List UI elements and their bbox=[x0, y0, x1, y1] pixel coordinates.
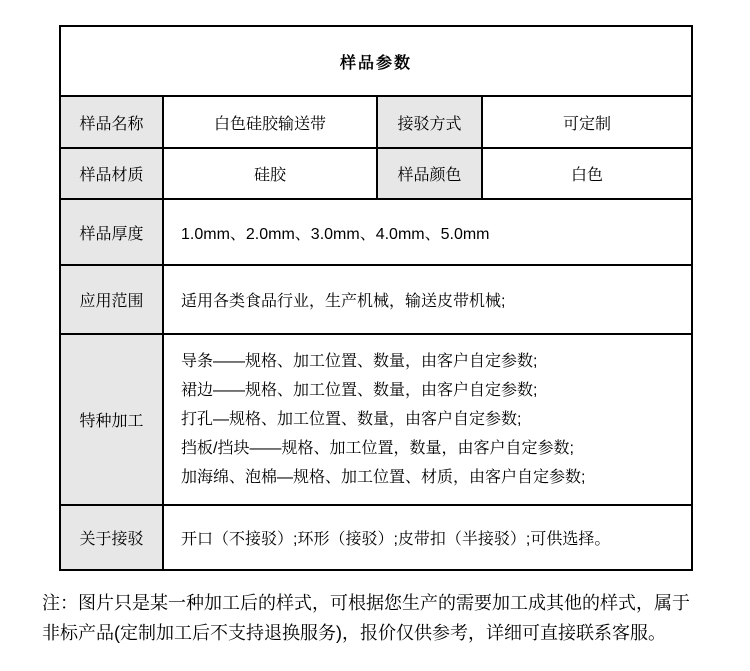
title-row bbox=[60, 26, 692, 96]
special-processing-line: 裙边——规格、加工位置、数量，由客户自定参数; bbox=[181, 382, 538, 399]
value-sample-material: 硅胶 bbox=[163, 148, 377, 199]
table-row bbox=[60, 265, 692, 334]
special-processing-line: 加海绵、泡棉—规格、加工位置、材质，由客户自定参数; bbox=[181, 469, 586, 486]
value-application-scope: 适用各类食品行业，生产机械，输送皮带机械; bbox=[163, 265, 692, 334]
table-row bbox=[60, 96, 692, 148]
label-joint-method: 接驳方式 bbox=[377, 96, 482, 148]
footnote-line: 非标产品(定制加工后不支持退换服务)，报价仅供参考，详细可直接联系客服。 bbox=[42, 623, 666, 643]
label-application-scope: 应用范围 bbox=[60, 265, 163, 334]
table-row bbox=[60, 334, 692, 505]
value-about-joint: 开口（不接驳）;环形（接驳）;皮带扣（半接驳）;可供选择。 bbox=[163, 505, 692, 570]
footnote-line: 注：图片只是某一种加工后的样式，可根据您生产的需要加工成其他的样式，属于 bbox=[42, 593, 690, 613]
value-joint-method: 可定制 bbox=[482, 96, 692, 148]
value-special-processing bbox=[163, 334, 692, 505]
label-sample-color: 样品颜色 bbox=[377, 148, 482, 199]
special-processing-line: 挡板/挡块——规格、加工位置，数量，由客户自定参数; bbox=[181, 440, 574, 457]
value-sample-thickness: 1.0mm、2.0mm、3.0mm、4.0mm、5.0mm bbox=[163, 199, 692, 265]
table-row bbox=[60, 199, 692, 265]
value-sample-color: 白色 bbox=[482, 148, 692, 199]
special-processing-line: 导条——规格、加工位置、数量，由客户自定参数; bbox=[181, 353, 538, 370]
label-about-joint: 关于接驳 bbox=[60, 505, 163, 570]
label-sample-material: 样品材质 bbox=[60, 148, 163, 199]
special-processing-line: 打孔—规格、加工位置、数量，由客户自定参数; bbox=[181, 411, 522, 428]
value-sample-name: 白色硅胶输送带 bbox=[163, 96, 377, 148]
label-sample-thickness: 样品厚度 bbox=[60, 199, 163, 265]
table-row bbox=[60, 148, 692, 199]
table-title: 样品参数 bbox=[60, 26, 692, 96]
label-sample-name: 样品名称 bbox=[60, 96, 163, 148]
label-special-processing: 特种加工 bbox=[60, 334, 163, 505]
table-row bbox=[60, 505, 692, 570]
sample-parameters-table bbox=[59, 25, 693, 571]
footnote bbox=[42, 588, 732, 648]
